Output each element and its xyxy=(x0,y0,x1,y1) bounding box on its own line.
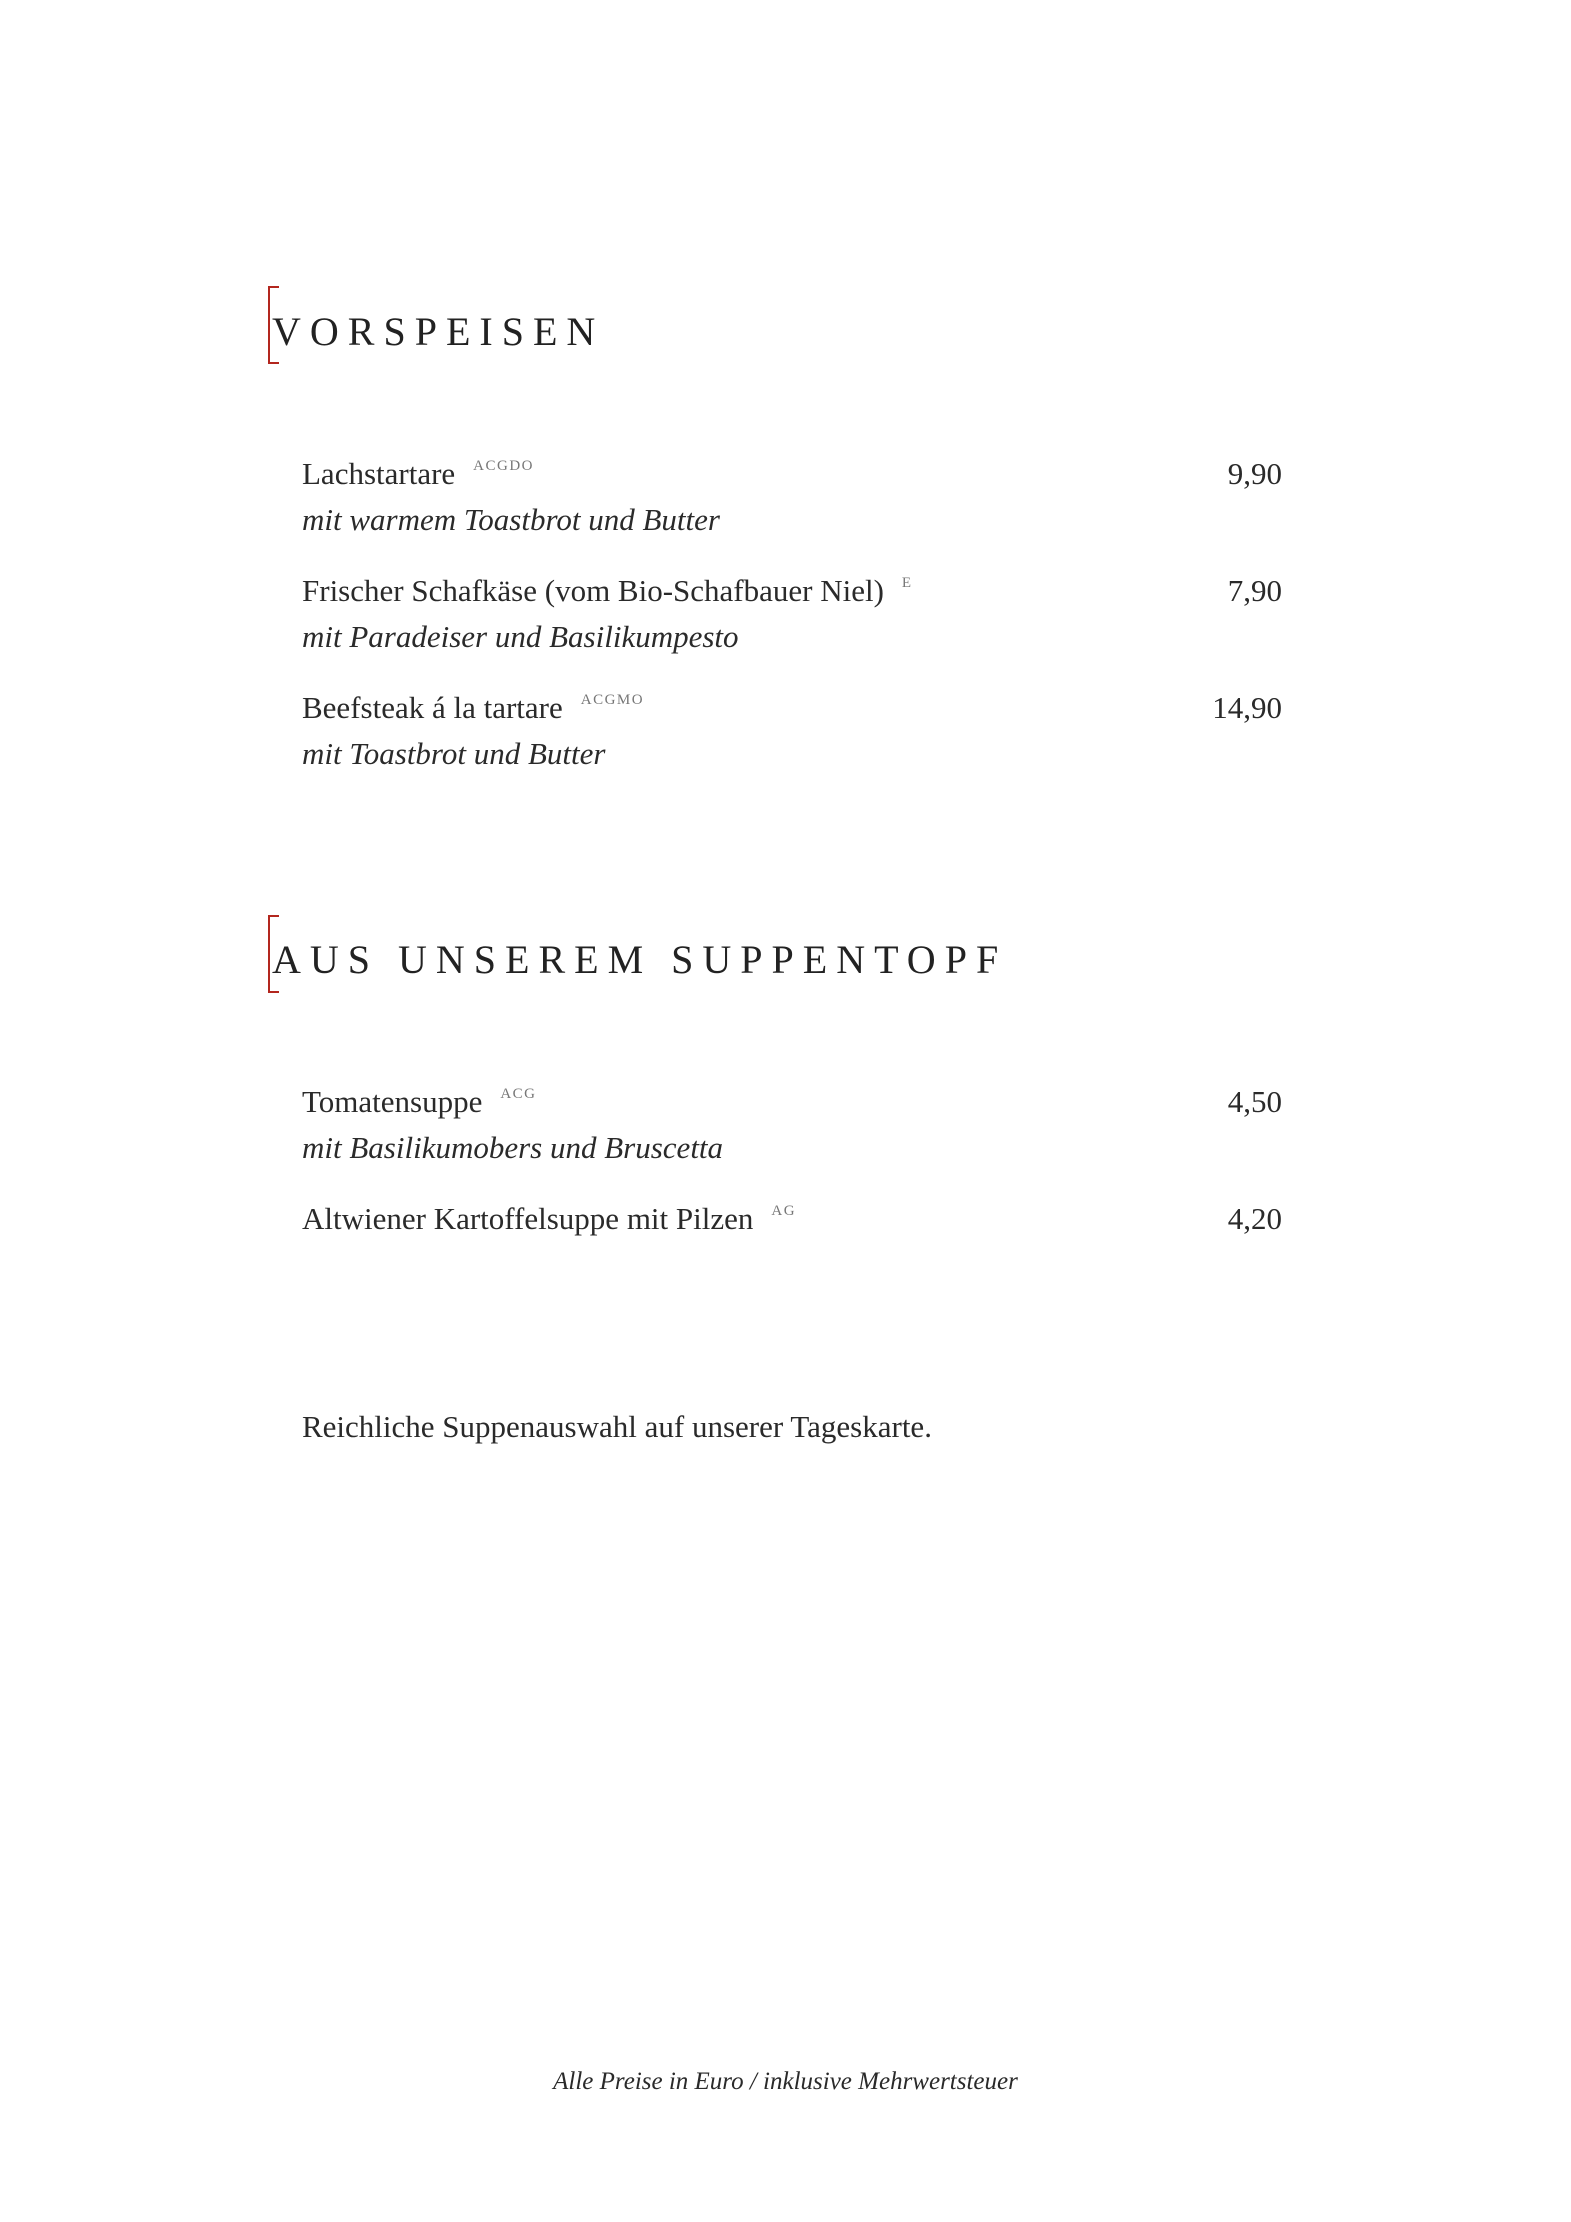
item-price: 9,90 xyxy=(1227,456,1282,491)
menu-item-kartoffelsuppe xyxy=(302,1203,1282,1234)
item-price: 4,50 xyxy=(1227,1084,1282,1119)
price-footnote: Alle Preise in Euro / inklusive Mehrwertsteuer xyxy=(553,2068,1018,2095)
allergen-codes: ACGMO xyxy=(580,692,645,708)
section-title-suppentopf: AUS UNSEREM SUPPENTOPF xyxy=(272,937,1008,982)
allergen-codes: AG xyxy=(771,1203,797,1219)
allergen-codes: ACGDO xyxy=(473,458,535,474)
menu-item-schafkaese xyxy=(302,575,1282,652)
allergen-codes: ACG xyxy=(500,1086,537,1102)
item-description: mit Basilikumobers und Bruscetta xyxy=(302,1130,724,1165)
menu-item-tomatensuppe xyxy=(302,1086,1282,1163)
item-price: 4,20 xyxy=(1227,1201,1282,1236)
allergen-codes: E xyxy=(901,575,913,591)
item-name: Beefsteak á la tartare xyxy=(302,690,563,725)
item-name: Frischer Schafkäse (vom Bio-Schafbauer Niel) xyxy=(302,573,884,608)
item-name: Lachstartare xyxy=(302,456,456,491)
section-title-vorspeisen: VORSPEISEN xyxy=(272,309,605,354)
item-price: 7,90 xyxy=(1227,573,1282,608)
item-price: 14,90 xyxy=(1212,690,1282,725)
item-description: mit Toastbrot und Butter xyxy=(302,736,606,771)
item-name: Altwiener Kartoffelsuppe mit Pilzen xyxy=(302,1201,754,1236)
soup-selection-note: Reichliche Suppenauswahl auf unserer Tageskarte. xyxy=(302,1409,932,1444)
item-description: mit warmem Toastbrot und Butter xyxy=(302,502,720,537)
menu-item-lachstartare xyxy=(302,458,1282,535)
item-name: Tomatensuppe xyxy=(302,1084,483,1119)
menu-item-beefsteak-tartare xyxy=(302,692,1282,769)
item-description: mit Paradeiser und Basilikumpesto xyxy=(302,619,739,654)
